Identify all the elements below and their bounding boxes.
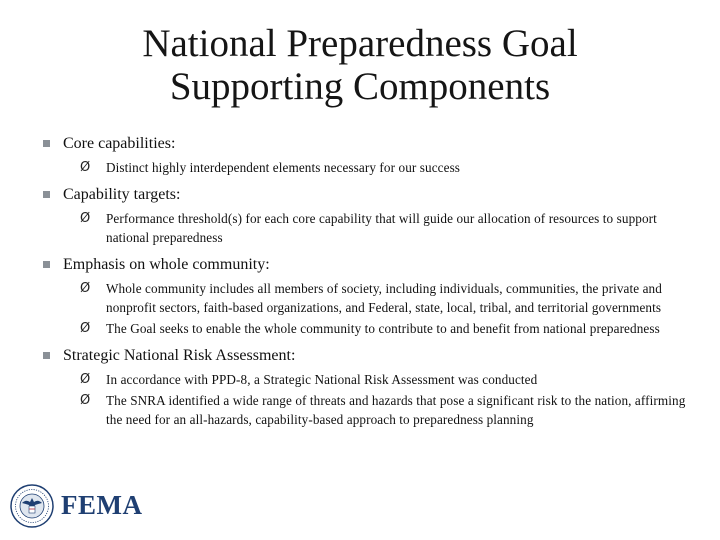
bullet-core-capabilities [42, 134, 702, 154]
square-bullet-icon [43, 352, 50, 359]
sub-item [80, 370, 702, 389]
sub-item-text: The Goal seeks to enable the whole community to contribute to and benefit from national preparedness [106, 321, 660, 336]
bullet-snra [42, 346, 702, 366]
arrow-bullet-icon: Ø [80, 321, 91, 336]
sub-item-text: The SNRA identified a wide range of threats and hazards that pose a significant risk to the nation, affirming the need for an all-hazards, capability-based approach to preparedness planning [106, 393, 686, 427]
sub-item [80, 209, 702, 247]
sub-list [42, 370, 702, 429]
bullet-label: Core capabilities: [63, 135, 176, 152]
sub-list [42, 209, 702, 247]
square-bullet-icon [43, 140, 50, 147]
title-line-2: Supporting Components [169, 65, 551, 108]
sub-item-text: Distinct highly interdependent elements necessary for our success [106, 160, 461, 175]
fema-wordmark: FEMA [61, 490, 143, 520]
dhs-seal-icon [10, 484, 54, 528]
sub-item-text: In accordance with PPD-8, a Strategic National Risk Assessment was conducted [106, 372, 538, 387]
bullet-label: Strategic National Risk Assessment: [63, 347, 296, 364]
arrow-bullet-icon: Ø [80, 372, 91, 387]
square-bullet-icon [43, 261, 50, 268]
fema-logo [10, 484, 150, 528]
sub-list [42, 158, 702, 177]
bullet-whole-community [42, 255, 702, 275]
bullet-capability-targets [42, 185, 702, 205]
arrow-bullet-icon: Ø [80, 281, 91, 296]
sub-item [80, 319, 702, 338]
title-line-1: National Preparedness Goal [142, 22, 578, 65]
arrow-bullet-icon: Ø [80, 160, 91, 175]
sub-item [80, 279, 702, 317]
sub-item [80, 391, 702, 429]
slide-title [60, 22, 660, 108]
arrow-bullet-icon: Ø [80, 393, 91, 408]
bullet-label: Emphasis on whole community: [63, 256, 270, 273]
sub-item [80, 158, 702, 177]
bullet-label: Capability targets: [63, 186, 181, 203]
sub-item-text: Performance threshold(s) for each core capability that will guide our allocation of resources to support national preparedness [106, 211, 657, 245]
arrow-bullet-icon: Ø [80, 211, 91, 226]
square-bullet-icon [43, 191, 50, 198]
sub-item-text: Whole community includes all members of society, including individuals, communities, the private and nonprofit sectors, faith-based organizations, and Federal, state, local, tribal, and territorial governments [106, 281, 662, 315]
bullet-list [42, 134, 702, 437]
sub-list [42, 279, 702, 338]
